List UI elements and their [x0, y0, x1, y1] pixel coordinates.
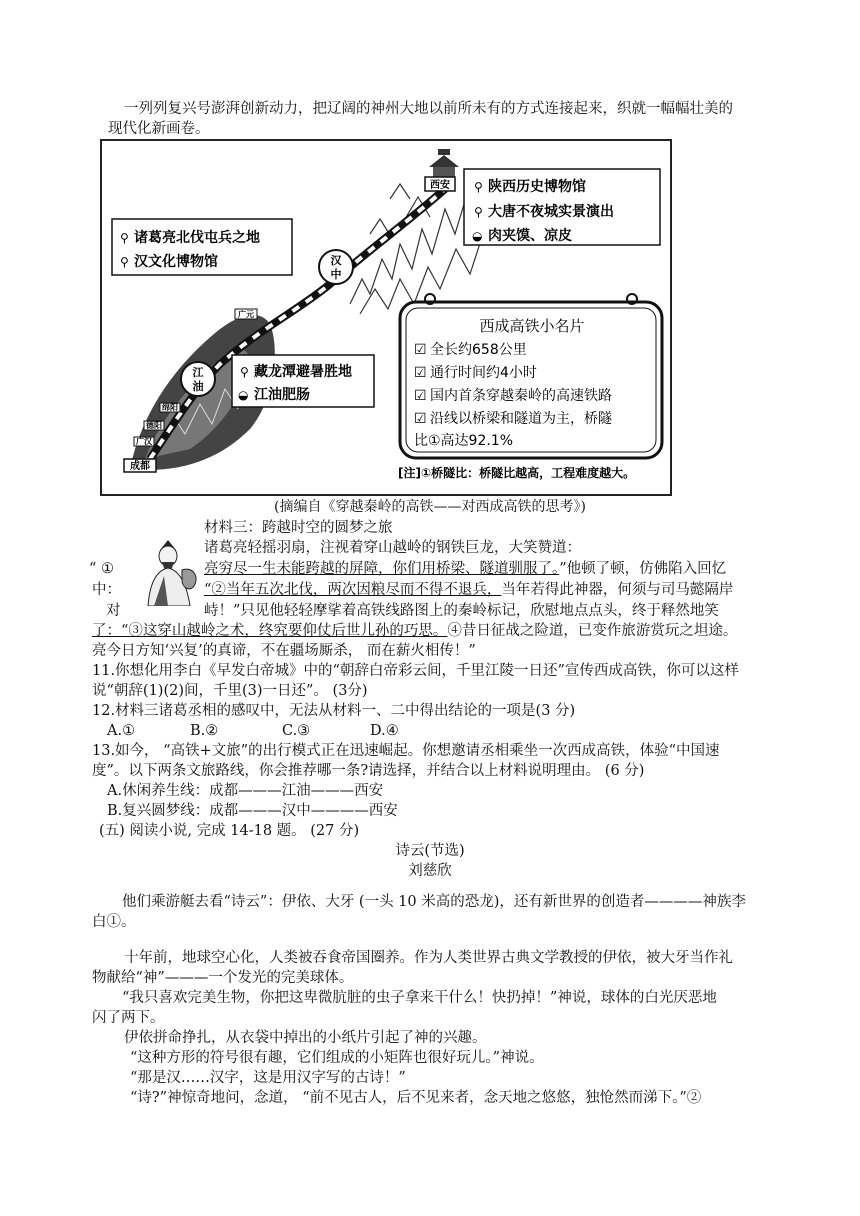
story-p6: “那是汉……汉字，这是用汉字写的古诗！”: [130, 1070, 406, 1086]
figure-caption: (摘编自《穿越秦岭的高铁——对西成高铁的思考》): [274, 499, 586, 515]
story-p1-line-1: 他们乘游艇去看“诗云”：伊依、大牙 (一头 10 米高的恐龙)，还有新世界的创造者————神族李: [122, 894, 746, 910]
card-item-3: 国内首条穿越秦岭的高速铁路: [430, 388, 612, 404]
material3-left-3: 对: [106, 603, 121, 619]
story-p3-line-1: “我只喜欢完美生物，你把这卑微肮脏的虫子拿来干什么！快扔掉！”神说，球体的白光厌恶地: [122, 990, 717, 1006]
question-11-line-2: 说“朝辞(1)(2)间，千里(3)一日还”。 (3分): [92, 683, 368, 699]
xian-item-3: 肉夹馍、凉皮: [488, 228, 572, 244]
question-12: 12.材料三诸葛丞相的感叹中，无法从材料一、二中得出结论的一项是(3 分): [92, 703, 576, 719]
question-13-line-1: 13.如今， “高铁+文旅”的出行模式正在迅速崛起。你想邀请丞相乘坐一次西成高铁，体验“中国速: [92, 743, 720, 759]
card-title: 西成高铁小名片: [479, 317, 585, 335]
story-p2-line-1: 十年前，地球空心化，人类被吞食帝国圈养。作为人类世界古典文学教授的伊依，被大牙当作礼: [124, 950, 733, 966]
material3-line-3-tail: 当年若得此神器，何须与司马懿隔岸: [501, 582, 734, 598]
intro-line-2: 现代化新画卷。: [108, 121, 210, 137]
food-bowl-icon: ◒: [238, 388, 249, 402]
question-13-line-2: 度”。以下两条文旅路线，你会推荐哪一条?请选择，并结合以上材料说明理由。 (6 分): [92, 763, 645, 779]
food-bowl-icon: ◒: [472, 229, 483, 243]
section-5-heading: (五) 阅读小说, 完成 14-18 题。 (27 分): [99, 823, 360, 839]
option-a: A.①: [107, 723, 136, 739]
intro-line-1: 一列列复兴号澎湃创新动力，把辽阔的神州大地以前所未有的方式连接起来，织就一幅幅壮美的: [124, 101, 733, 117]
xian-item-2: 大唐不夜城实景演出: [488, 204, 614, 220]
zhuge-liang-illustration: [134, 536, 202, 606]
check-icon: ☑: [414, 411, 427, 427]
card-item-4-cont: 比①高达92.1%: [414, 433, 514, 449]
location-pin-icon: ⚲: [240, 365, 249, 379]
story-author: 刘慈欣: [408, 863, 452, 879]
story-p4: 伊依拼命挣扎，从衣袋中掉出的小纸片引起了神的兴趣。: [124, 1030, 487, 1046]
material3-line-6: 亮今日方知‘兴复’的真谛，不在疆场厮杀， 而在薪火相传！”: [92, 643, 476, 659]
route-b: B.复兴圆梦线：成都———汉中————西安: [107, 803, 398, 819]
check-icon: ☑: [414, 365, 427, 381]
question-11-line-1: 11.你想化用李白《早发白帝城》中的“朝辞白帝彩云间，千里江陵一日还”宣传西成高铁，你可以这样: [92, 663, 739, 679]
jiangyou-label-1: 江: [192, 366, 204, 379]
location-pin-icon: ⚲: [474, 180, 483, 194]
option-d: D.④: [370, 723, 399, 739]
railway-map-figure: [100, 139, 672, 496]
jiangyou-label-2: 油: [192, 380, 204, 393]
hanzhong-label-1: 汉: [330, 254, 342, 267]
chengdu-label: 成都: [130, 461, 150, 472]
material3-quote-1: 亮穷尽一生未能跨越的屏障，你们用桥梁、隧道驯服了。: [204, 561, 560, 577]
check-icon: ☑: [414, 342, 427, 358]
material3-title: 材料三：跨越时空的圆梦之旅: [204, 520, 393, 536]
jiangyou-item-1: 藏龙潭避暑胜地: [254, 364, 352, 380]
material3-quote-4: ④昔日征战之险道，已变作旅游赏玩之坦途。: [447, 623, 738, 639]
hanzhong-label-2: 中: [330, 268, 342, 281]
card-item-4: 沿线以桥梁和隧道为主，桥隧: [430, 411, 612, 427]
guangyuan-label: 广元: [238, 310, 254, 319]
material3-left-1: “ ①: [89, 561, 115, 577]
check-icon: ☑: [414, 388, 427, 404]
story-title: 诗云(节选): [395, 843, 465, 859]
deyang-label: 德阳: [146, 421, 162, 430]
route-a: A.休闲养生线：成都———江油———西安: [107, 783, 384, 799]
jiangyou-item-2: 江油肥肠: [254, 387, 310, 403]
material3-line-4: 峙！”只见他轻轻摩挲着高铁线路图上的秦岭标记，欣慰地点点头，终于释然地笑: [204, 603, 719, 619]
xian-label: 西安: [430, 180, 450, 191]
mianyang-label: 绵阳: [162, 403, 178, 412]
story-p2-line-2: 物献给“神”———一个发光的完美球体。: [92, 970, 354, 986]
story-p3-line-2: 闪了两下。: [92, 1010, 165, 1026]
option-c: C.③: [282, 723, 311, 739]
material3-line-2-tail: ”他顿了顿，仿佛陷入回忆: [559, 561, 727, 577]
location-pin-icon: ⚲: [474, 205, 483, 219]
story-p5: “这种方形的符号很有趣，它们组成的小矩阵也很好玩儿。”神说。: [130, 1050, 544, 1066]
card-note: [注]①桥隧比：桥隧比越高，工程难度越大。: [398, 466, 636, 480]
xian-item-1: 陕西历史博物馆: [488, 179, 586, 195]
option-b: B.②: [190, 723, 219, 739]
story-p7: “诗?”神惊奇地问，念道， “前不见古人，后不见来者，念天地之悠悠，独怆然而涕下。”②: [130, 1090, 702, 1106]
material3-line-1: 诸葛亮轻摇羽扇，注视着穿山越岭的钢铁巨龙，大笑赞道：: [204, 540, 581, 556]
story-p1-line-2: 白①。: [92, 914, 136, 930]
location-pin-icon: ⚲: [120, 231, 129, 245]
hanzhong-item-1: 诸葛亮北伐屯兵之地: [134, 230, 260, 246]
material3-quote-3: 了：“③这穿山越岭之术，终究要仰仗后世儿孙的巧思。: [92, 623, 448, 639]
hanzhong-item-2: 汉文化博物馆: [134, 254, 218, 270]
card-item-1: 全长约658公里: [430, 342, 527, 358]
guanghan-label: 广汉: [136, 437, 152, 446]
material3-quote-2: “②当年五次北伐，两次因粮尽而不得不退兵，: [204, 582, 502, 598]
card-item-2: 通行时间约4小时: [430, 365, 537, 381]
material3-left-2: 中：: [92, 582, 121, 598]
location-pin-icon: ⚲: [120, 255, 129, 269]
